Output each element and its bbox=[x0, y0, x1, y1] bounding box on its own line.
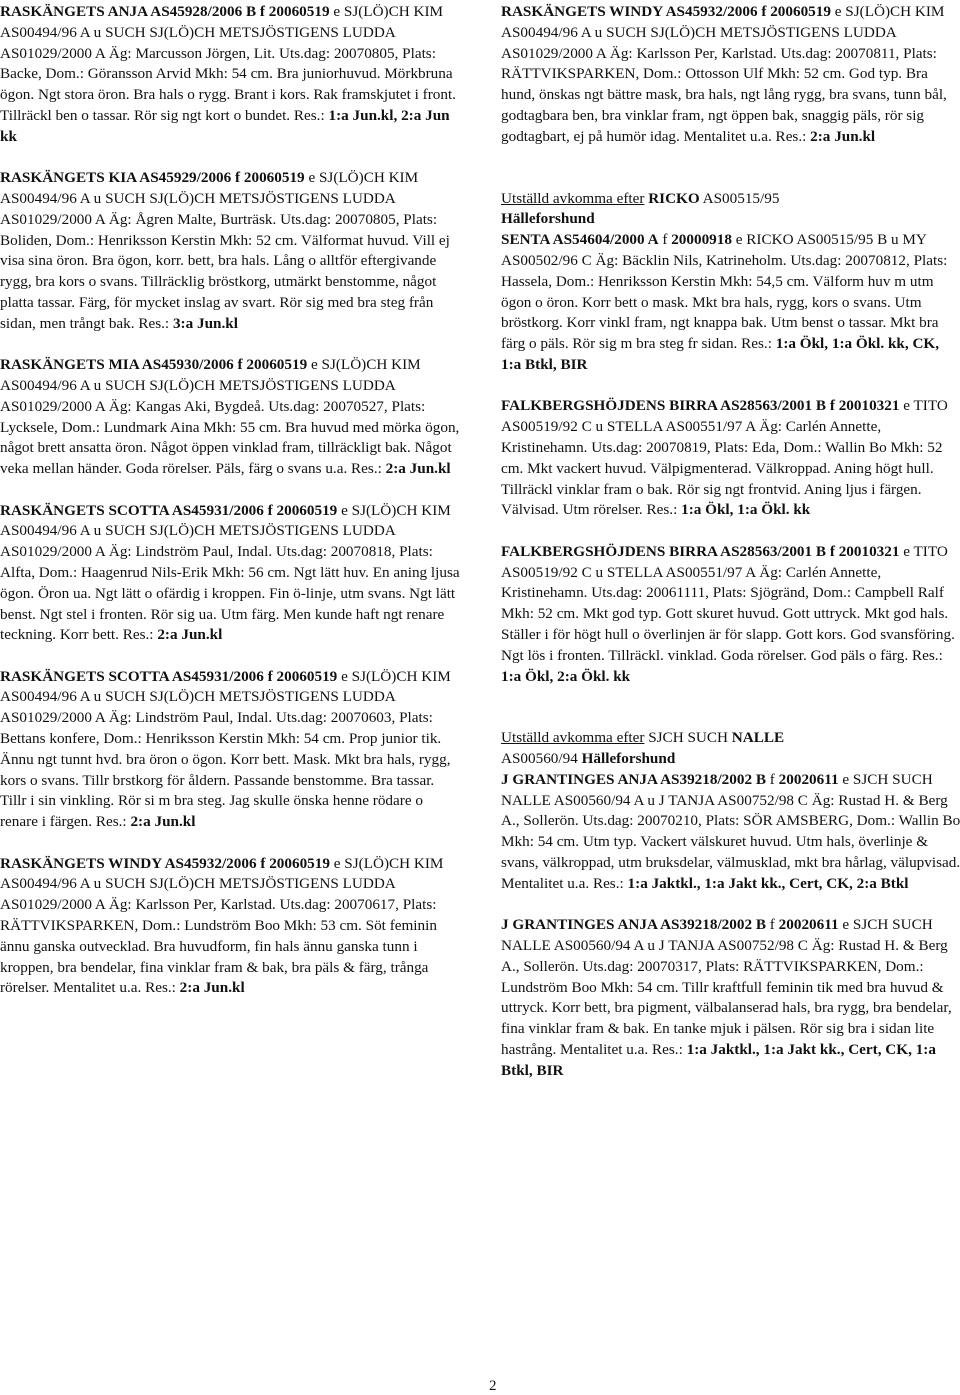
result-text: 1:a Jaktkl., 1:a Jakt kk., Cert, CK, 1:a Btkl, BIR bbox=[501, 1041, 936, 1079]
entry-anja-2 bbox=[501, 915, 960, 1081]
entry-text: f bbox=[766, 770, 779, 788]
offspring-heading-ricko bbox=[501, 189, 960, 231]
result-text: 2:a Jun.kl bbox=[157, 626, 223, 644]
sire-reg: AS00560/94 bbox=[501, 750, 582, 768]
sire-name: NALLE bbox=[731, 729, 785, 747]
birth-date: 20020611 bbox=[778, 770, 839, 788]
entry-text: e SJ(LÖ)CH KIM AS00494/96 A u SUCH SJ(LÖ)CH METSJÖSTIGENS LUDDA AS01029/2000 A Äg: Lindström Paul, Indal. Uts.dag: 20070818, Plats: Alfta, Dom.: Haagenrud Nils-Erik Mkh: 56 cm. Ngt lätt huv. En aning ljusa ögon. Öron ua. Ngt lätt o ofärdig i kroppen. Fin ö-linje, utm svans. Ngt lätt benst. Ngt stel i fronten. Rör sig ua. Utm färg. Men kunde haft ngt renare teckning. Korr bett. Res.: bbox=[0, 501, 460, 644]
entry-birra-2 bbox=[501, 542, 960, 688]
result-text: 1:a Ökl, 2:a Ökl. kk bbox=[501, 667, 631, 685]
dog-title: RASKÄNGETS KIA AS45929/2006 f 20060519 bbox=[0, 169, 305, 187]
page-number: 2 bbox=[489, 1378, 497, 1394]
entry-text: e SJ(LÖ)CH KIM AS00494/96 A u SUCH SJ(LÖ)CH METSJÖSTIGENS LUDDA AS01029/2000 A Äg: Karlsson Per, Karlstad. Uts.dag: 20070617, Plats: RÄTTVIKSPARKEN, Dom.: Lundström Boo Mkh: 53 cm. Söt feminin ännu ganska outvecklad. Bra huvudform, fin hals ännu ganska tunn i kroppen, bra bendelar, fina vinklar fram & bak, bra päls & färg, trånga rörelser. Mentalitet u.a. Res.: bbox=[0, 854, 444, 997]
entry-text: e RICKO AS00515/95 B u MY AS00502/96 C Äg: Bäcklin Nils, Katrineholm. Uts.dag: 20070812, Plats: Hassela, Dom.: Henriksson Kerstin Mkh: 54,5 cm. Välform huv m utm ögon o öron. Korr bett o mask. Mkt bra hals, rygg, kors o svans. Utm bröstkorg. Korr vinkl fram, ngt knappa bak. Utm benst o tassar. Mkt bra färg o päls. Rör sig m bra steg fr sidan. Res.: bbox=[501, 231, 948, 353]
entry-windy-2 bbox=[501, 2, 960, 148]
dog-title: FALKBERGSHÖJDENS BIRRA AS28563/2001 B f 20010321 bbox=[501, 542, 900, 560]
result-text: 2:a Jun.kl bbox=[385, 460, 451, 478]
offspring-lead: Utställd avkomma efter bbox=[501, 189, 645, 207]
kennel-name: Hälleforshund bbox=[581, 750, 676, 768]
dog-title: RASKÄNGETS SCOTTA AS45931/2006 f 20060519 bbox=[0, 501, 338, 519]
result-text: 3:a Jun.kl bbox=[172, 314, 238, 332]
birth-date: 20020611 bbox=[778, 916, 839, 934]
dog-title: RASKÄNGETS ANJA AS45928/2006 B f 20060519 bbox=[0, 3, 330, 20]
sire-prefix: SJCH SUCH bbox=[648, 729, 732, 747]
entry-scotta-1 bbox=[0, 501, 462, 647]
entry-text: e SJCH SUCH NALLE AS00560/94 A u J TANJA AS00752/98 C Äg: Rustad H. & Berg A., Sollerön. Uts.dag: 20070317, Plats: RÄTTVIKSPARKEN, Dom.: Lundström Boo Mkh: 54 cm. Tillr kraftfull feminin tik med bra huvud & uttryck. Korr bett, bra pigment, välbalanserad hals, bra rygg, bra bendelar, fina vinklar fram & bak. En tanke mjuk i pälsen. Rör sig bra i sidan lite hastrång. Mentalitet u.a. Res.: bbox=[501, 916, 952, 1059]
entry-anja bbox=[0, 2, 462, 148]
dog-title: FALKBERGSHÖJDENS BIRRA AS28563/2001 B f 20010321 bbox=[501, 397, 900, 415]
entry-text: f bbox=[766, 916, 779, 934]
dog-title: RASKÄNGETS SCOTTA AS45931/2006 f 20060519 bbox=[0, 667, 338, 685]
entry-anja-1 bbox=[501, 770, 960, 895]
result-text: 1:a Ökl, 1:a Ökl. kk, CK, 1:a Btkl, BIR bbox=[501, 335, 940, 373]
result-text: 2:a Jun.kl bbox=[130, 813, 196, 831]
sire-reg: AS00515/95 bbox=[699, 189, 780, 207]
entry-scotta-2 bbox=[0, 667, 462, 833]
entry-mia bbox=[0, 355, 462, 480]
result-text: 2:a Jun.kl bbox=[179, 979, 245, 997]
dog-title: RASKÄNGETS WINDY AS45932/2006 f 20060519 bbox=[501, 3, 831, 20]
right-column bbox=[501, 2, 960, 1102]
dog-title: J GRANTINGES ANJA AS39218/2002 B bbox=[501, 916, 766, 934]
dog-title: RASKÄNGETS WINDY AS45932/2006 f 20060519 bbox=[0, 854, 330, 872]
entry-windy-1 bbox=[0, 854, 462, 1000]
dog-title: J GRANTINGES ANJA AS39218/2002 B bbox=[501, 770, 766, 788]
sire-name: RICKO bbox=[648, 189, 700, 207]
entry-birra-1 bbox=[501, 396, 960, 521]
entry-text: e SJ(LÖ)CH KIM AS00494/96 A u SUCH SJ(LÖ)CH METSJÖSTIGENS LUDDA AS01029/2000 A Äg: Lindström Paul, Indal. Uts.dag: 20070603, Plats: Bettans konfere, Dom.: Henriksson Kerstin Mkh: 54 cm. Prop junior tik. Ännu ngt tunnt hvd. bra öron o ögon. Korr bett. Mask. Mkt bra hals, rygg, kors o svans. Tillr brstkorg för åldern. Passande benstomme. Bra tassar. Tillr i sin vinkling. Rör si m bra steg. Jag skulle önska henne rödare o renare i färgen. Res.: bbox=[0, 667, 451, 831]
entry-text: e SJ(LÖ)CH KIM AS00494/96 A u SUCH SJ(LÖ)CH METSJÖSTIGENS LUDDA AS01029/2000 A Äg: Ågren Malte, Burträsk. Uts.dag: 20070805, Plats: Boliden, Dom.: Henriksson Kerstin Mkh: 52 cm. Välformat huvud. Vill ej visa sina öron. Bra ögon, korr. bett, bra hals. Lång o alltför eftergivande rygg, bra kors o svans. Tillräcklig bröstkorg, utmärkt benstomme, något platta tassar. Färg, för mycket inslag av svart. Rör sig med bra steg från sidan, men trångt bak. Res.: bbox=[0, 169, 450, 332]
entry-kia bbox=[0, 168, 462, 334]
entry-text: e TITO AS00519/92 C u STELLA AS00551/97 A Äg: Carlén Annette, Kristinehamn. Uts.dag: 20061111, Plats: Sjögränd, Dom.: Campbell Ralf Mkh: 52 cm. Mkt god typ. Gott skuret huvud. Gott uttryck. Mkt god hals. Ställer i för högt hull o överlinjen är för slapp. Gott kors. God svansföring. Ngt lös i fronten. Tillräckl. vinklad. Goda rörelser. God päls o färg. Res.: bbox=[501, 542, 955, 664]
kennel-name: Hälleforshund bbox=[501, 210, 595, 228]
result-text: 2:a Jun.kl bbox=[810, 127, 876, 145]
left-column bbox=[0, 2, 462, 1020]
offspring-heading-nalle bbox=[501, 728, 960, 770]
result-text: 1:a Ökl, 1:a Ökl. kk bbox=[681, 501, 811, 519]
entry-text: e SJCH SUCH NALLE AS00560/94 A u J TANJA AS00752/98 C Äg: Rustad H. & Berg A., Sollerön. Uts.dag: 20070210, Plats: SÖR AMSBERG, Dom.: Wallin Bo Mkh: 54 cm. Utm typ. Vackert välskuret huvud. Utm hals, överlinje & svans, välkroppad, utm bruksdelar, välmusklad, mkt bra hårlag, välupvisad. Mentalitet u.a. Res.: bbox=[501, 770, 960, 892]
entry-text: e SJ(LÖ)CH KIM AS00494/96 A u SUCH SJ(LÖ)CH METSJÖSTIGENS LUDDA AS01029/2000 A Äg: Kangas Aki, Bygdeå. Uts.dag: 20070527, Plats: Lycksele, Dom.: Lundmark Aina Mkh: 55 cm. Bra huvud med mörka ögon, något brett ansatta öron. Något öppen vinklad fram, tillräckligt bak. Något veka mellan händer. Goda rörelser. Päls, färg o svans u.a. Res.: bbox=[0, 356, 460, 478]
entry-text: e SJ(LÖ)CH KIM AS00494/96 A u SUCH SJ(LÖ)CH METSJÖSTIGENS LUDDA AS01029/2000 A Äg: Marcusson Jörgen, Lit. Uts.dag: 20070805, Plats: Backe, Dom.: Göransson Arvid Mkh: 54 cm. Bra juniorhuvud. Mörkbruna ögon. Ngt stora öron. Bra hals o rygg. Brant i kors. Rak framskjutet i front. Tillräckl ben o tassar. Rör sig ngt kort o bundet. Res.: bbox=[0, 3, 456, 124]
birth-date: 20000918 bbox=[671, 231, 732, 249]
dog-title: SENTA AS54604/2000 A bbox=[501, 231, 659, 249]
offspring-lead: Utställd avkomma efter bbox=[501, 729, 645, 747]
result-text: 1:a Jaktkl., 1:a Jakt kk., Cert, CK, 2:a Btkl bbox=[627, 874, 909, 892]
entry-text: e TITO AS00519/92 C u STELLA AS00551/97 A Äg: Carlén Annette, Kristinehamn. Uts.dag: 20070819, Plats: Eda, Dom.: Wallin Bo Mkh: 52 cm. Mkt vackert huvud. Välpigmenterad. Välkroppad. Aning högt hull. Tillräckl vinklar fram o bak. Rör sig ngt frontvid. Aning ljus i färgen. Välvisad. Utm rörelser. Res.: bbox=[501, 397, 948, 519]
entry-text: f bbox=[658, 231, 672, 249]
entry-senta bbox=[501, 230, 960, 376]
dog-title: RASKÄNGETS MIA AS45930/2006 f 20060519 bbox=[0, 356, 308, 374]
result-text: 1:a Jun.kl, 2:a Jun kk bbox=[0, 106, 450, 145]
entry-text: e SJ(LÖ)CH KIM AS00494/96 A u SUCH SJ(LÖ)CH METSJÖSTIGENS LUDDA AS01029/2000 A Äg: Karlsson Per, Karlstad. Uts.dag: 20070811, Plats: RÄTTVIKSPARKEN, Dom.: Ottosson Ulf Mkh: 52 cm. God typ. Bra hund, önskas ngt bättre mask, bra hals, ngt lång rygg, bra svans, tunn bål, godtagbara ben, bra vinklar fram, ngt öppen bak, snaggig päls, rör sig godtagbart, ej på humör idag. Mentalitet u.a. Res.: bbox=[501, 3, 947, 145]
